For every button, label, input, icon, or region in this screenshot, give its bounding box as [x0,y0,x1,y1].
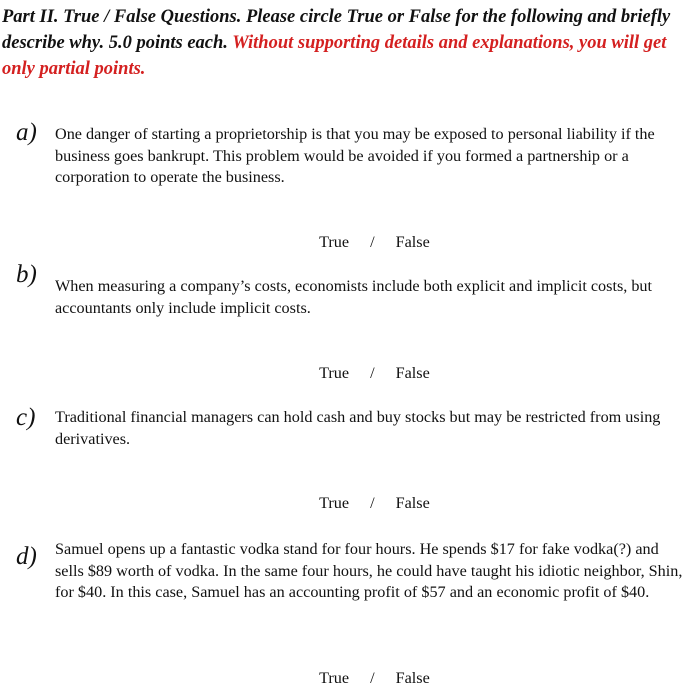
question-a-true-option[interactable]: True [319,233,350,251]
question-a-text: One danger of starting a proprietorship is that you may be exposed to personal liability if the business goes bankrupt. This problem would be avoided if you formed a partnership or a corporation to operate the business. [55,125,655,186]
section-header [2,4,696,82]
question-c-true-option[interactable]: True [319,494,350,512]
question-c-false-option[interactable]: False [395,494,430,512]
question-d-false-option[interactable]: False [395,669,430,687]
question-d-answer-options [311,648,430,688]
question-a-answer-options [311,212,430,252]
question-d-true-option[interactable]: True [319,669,350,687]
question-d-slash: / [370,669,375,687]
question-a-label: a) [16,119,37,146]
header-instructions: Part II. True / False Questions. Please circle True or False for the following and briefly describe why. 5.0 points each. [2,7,671,53]
question-b-text: When measuring a company’s costs, economists include both explicit and implicit costs, but accountants only include implicit costs. [55,277,653,317]
question-c-text: Traditional financial managers can hold cash and buy stocks but may be restricted from using derivatives. [55,408,661,448]
question-c-slash: / [370,494,375,512]
question-a-slash: / [370,233,375,251]
question-c-answer-options [311,473,430,513]
question-b-true-option[interactable]: True [319,364,350,382]
question-d-text: Samuel opens up a fantastic vodka stand for four hours. He spends $17 for fake vodka(?) and sells $89 worth of vodka. In the same four hours, he could have taught his idiotic neighbor, Shin, for $40. In this case, Samuel has an accounting profit of $57 and an economic profit of $40. [55,540,683,601]
question-b-slash: / [370,364,375,382]
header-warning: Without supporting details and explanations, you will get only partial points. [2,33,667,79]
question-b-label: b) [16,261,37,288]
question-b-answer-options [311,343,430,383]
question-c-label: c) [16,404,36,431]
question-a-false-option[interactable]: False [395,233,430,251]
question-d-label: d) [16,543,37,570]
question-b-false-option[interactable]: False [395,364,430,382]
